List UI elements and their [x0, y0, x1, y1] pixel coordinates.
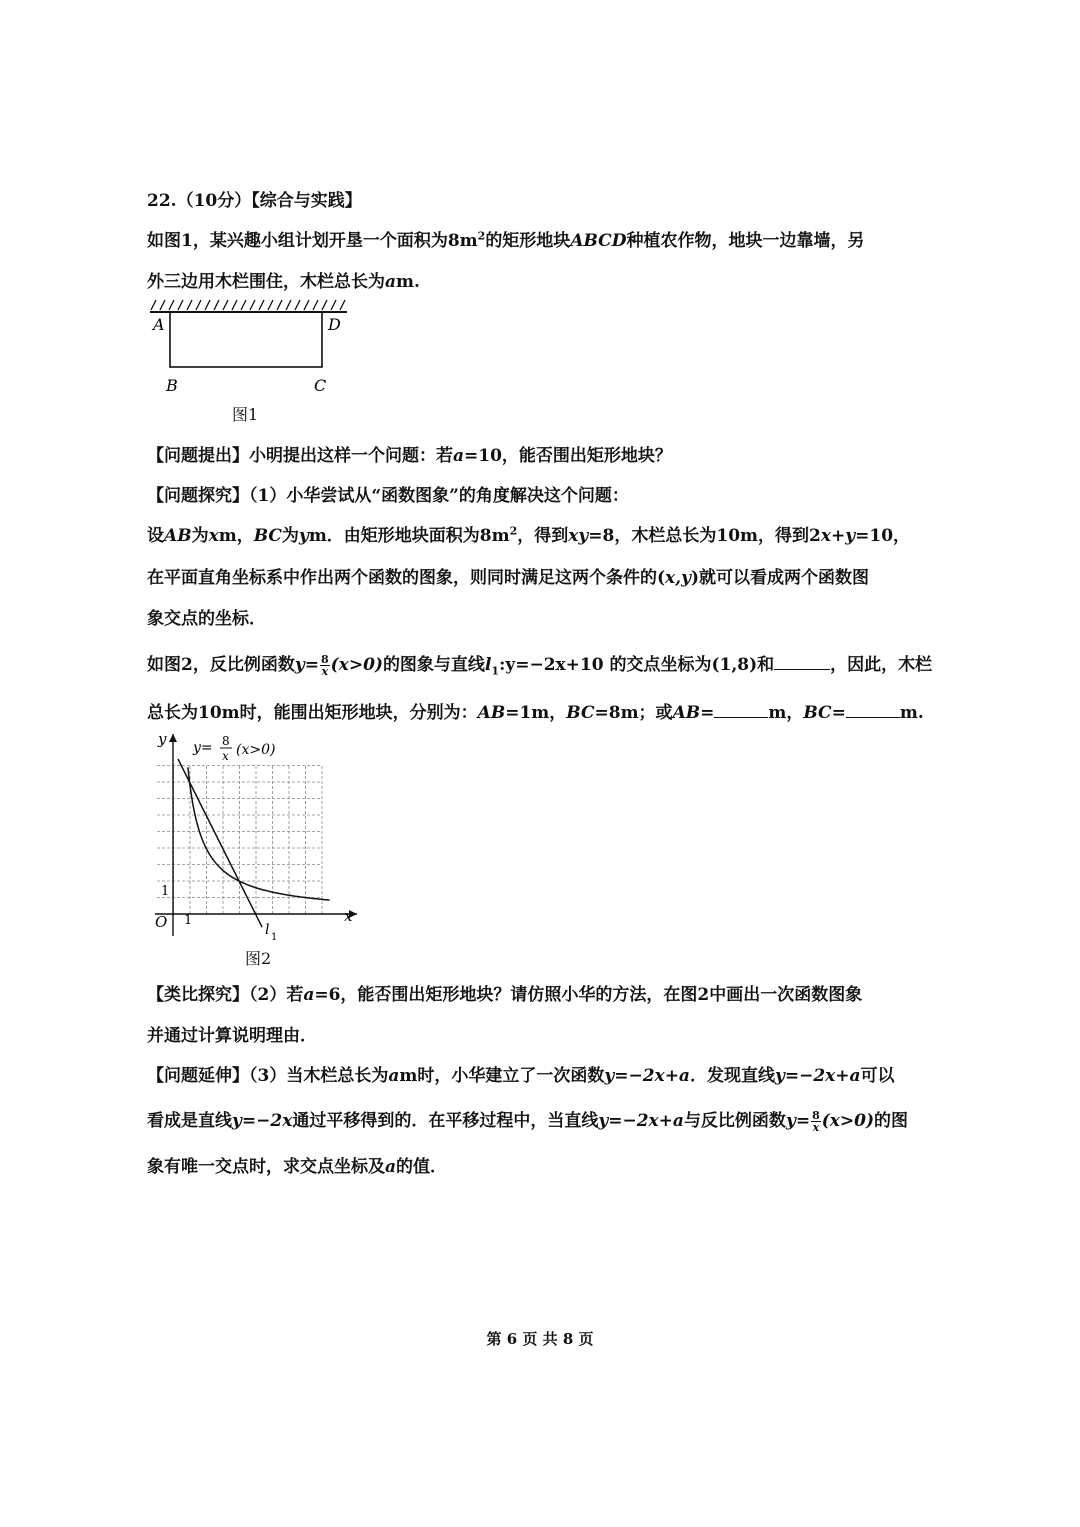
intro-text: 外三边用木栏围住，木栏总长为 — [147, 272, 385, 292]
question-number: 22. — [147, 191, 177, 211]
y-axis-arrow — [169, 734, 177, 742]
extend-line-2: 看成是直线y=−2x通过平移得到的．在平移过程中，当直线y=−2x+a与反比例函数y= $\frac{8}{x}$ (x>0)的图 — [147, 1109, 909, 1134]
explore-para-3: 象交点的坐标． — [147, 609, 266, 629]
explore-text: （1）小华尝试从“函数图象”的角度解决这个问题： — [249, 486, 629, 506]
problem-tag: 【问题提出】 — [147, 446, 249, 466]
wall-hatch — [151, 300, 345, 310]
intro-text: m. — [396, 272, 420, 292]
problem-text: =10，能否围出矩形地块？ — [464, 446, 672, 466]
page-footer: 第 6 页 共 8 页 — [486, 1330, 594, 1348]
line-l1 — [178, 759, 262, 927]
label-a: A — [153, 315, 165, 334]
explore-para-2: 在平面直角坐标系中作出两个函数的图象，则同时满足这两个条件的(x,y)就可以看成两个函数图 — [147, 568, 870, 588]
problem-text: 小明提出这样一个问题：若 — [249, 446, 453, 466]
func-label-num: 8 — [222, 734, 230, 748]
origin-label: O — [155, 913, 168, 931]
rectangle-abcd — [170, 312, 322, 367]
line-label-sub: 1 — [271, 932, 278, 943]
explore-tag: 【问题探究】 — [147, 486, 249, 506]
label-b: B — [166, 376, 178, 395]
func-label-den: x — [222, 749, 229, 763]
extend-line-1: 【问题延伸】（3）当木栏总长为am时，小华建立了一次函数y=−2x+a．发现直线y=−2x+a可以 — [147, 1066, 895, 1086]
figure-2-graph — [145, 728, 370, 948]
grid-lines — [157, 766, 322, 915]
intro-line-2 — [147, 267, 937, 292]
rect-name: ABCD — [570, 231, 627, 251]
explore-line — [147, 481, 937, 506]
problem-line — [147, 441, 937, 466]
answer-blank-bc[interactable] — [846, 701, 900, 718]
fraction-8-over-x-2: $\frac{8}{x}$ — [812, 1109, 820, 1134]
question-category: 【综合与实践】 — [251, 191, 362, 211]
figure-1-diagram — [145, 298, 355, 398]
explore-para-1: 设AB为xm，BC为ym．由矩形地块面积为$8m^2$，得到xy=8，木栏总长为10m，得到2x+y=10， — [147, 524, 911, 546]
figure-2-caption: 图2 — [245, 949, 272, 968]
label-d: D — [328, 315, 341, 334]
explore-para-4: 如图2，反比例函数y= $\frac{8}{x}$ (x>0)的图象与直线$l_1:y=-2x+10$ 的交点坐标为(1,8)和 ，因此，木栏 — [147, 653, 933, 678]
fraction-8-over-x: $\frac{8}{x}$ — [320, 653, 329, 678]
length-var: a — [385, 272, 397, 292]
answer-blank-intersection[interactable] — [774, 653, 830, 670]
hyperbola-curve — [188, 767, 330, 900]
tick-x-1: 1 — [184, 913, 193, 928]
question-points: （10分） — [176, 191, 252, 211]
extend-tag: 【问题延伸】 — [147, 1066, 249, 1086]
answer-blank-ab[interactable] — [714, 701, 768, 718]
question-header — [147, 186, 937, 211]
label-c: C — [314, 376, 327, 395]
analog-line-2: 并通过计算说明理由． — [147, 1026, 317, 1046]
analog-line-1: 【类比探究】（2）若a=6，能否围出矩形地块？请仿照小华的方法，在图2中画出一次函数图象 — [147, 985, 863, 1005]
intro-text: 如图1，某兴趣小组计划开垦一个面积为 — [147, 231, 448, 251]
area-value: 8m — [447, 231, 478, 251]
axis-x-label: x — [344, 907, 353, 925]
problem-var: a — [453, 446, 465, 466]
axis-y-label: y — [158, 730, 167, 748]
explore-para-5: 总长为10m时，能围出矩形地块，分别为：AB=1m，BC=8m；或AB= m，BC= m. — [147, 703, 924, 723]
intro-text: 种植农作物，地块一边靠墙，另 — [626, 231, 865, 251]
func-label-cond: (x>0) — [236, 742, 276, 758]
intro-line-1 — [147, 226, 937, 251]
area-sup: 2 — [477, 229, 486, 243]
analog-tag: 【类比探究】 — [147, 985, 249, 1005]
intro-text: 的矩形地块 — [485, 231, 571, 251]
tick-y-1: 1 — [161, 884, 170, 899]
func-label-y: y= — [193, 740, 213, 756]
figure-1-caption: 图1 — [232, 405, 259, 424]
extend-line-3: 象有唯一交点时，求交点坐标及a的值． — [147, 1157, 448, 1177]
line-label-l: l — [265, 922, 270, 938]
